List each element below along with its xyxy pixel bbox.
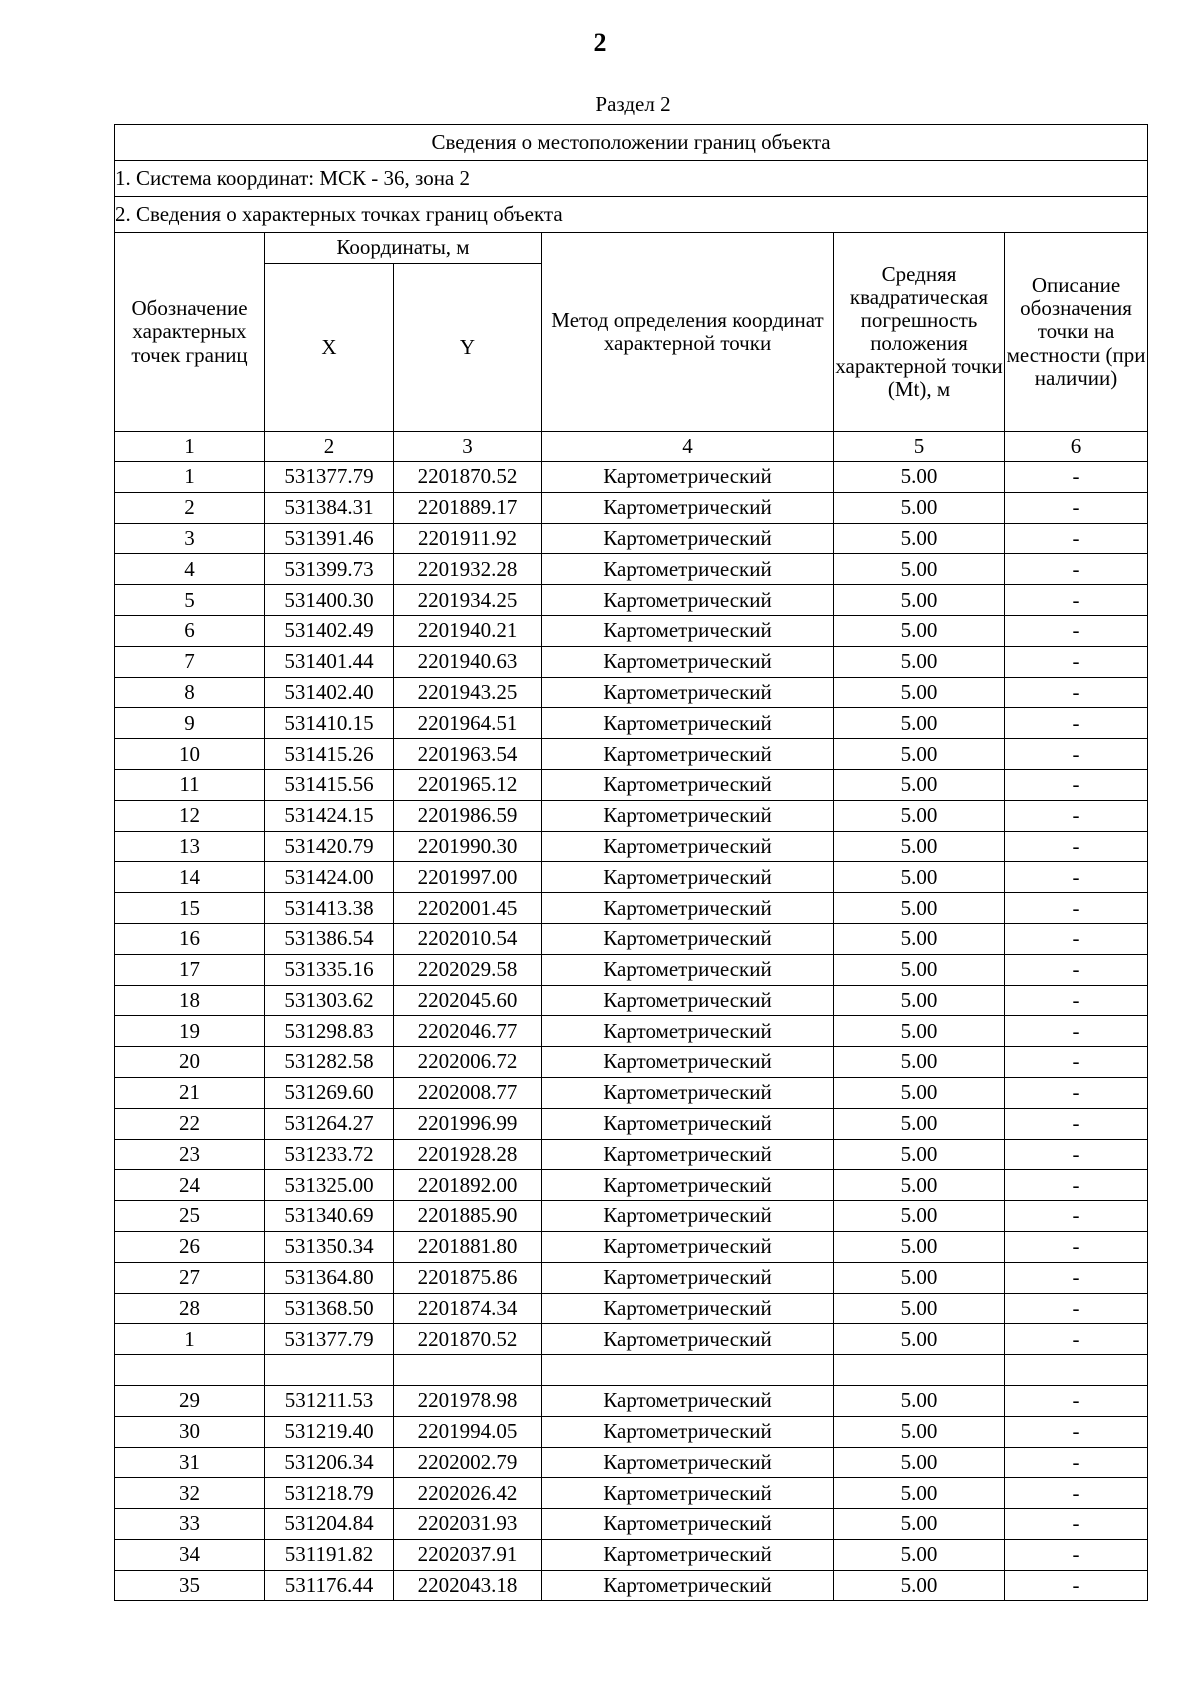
error-cell: 5.00 [834, 554, 1005, 585]
x-cell: 531420.79 [265, 831, 394, 862]
error-cell: 5.00 [834, 1447, 1005, 1478]
table-row [115, 554, 1148, 585]
error-cell: 5.00 [834, 1570, 1005, 1601]
description-cell: - [1005, 985, 1148, 1016]
x-cell: 531410.15 [265, 708, 394, 739]
method-cell: Картометрический [542, 831, 834, 862]
x-cell: 531402.49 [265, 615, 394, 646]
x-cell: 531391.46 [265, 523, 394, 554]
x-cell: 531401.44 [265, 646, 394, 677]
error-cell: 5.00 [834, 1416, 1005, 1447]
x-cell: 531191.82 [265, 1539, 394, 1570]
column-number: 4 [542, 432, 834, 462]
description-cell: - [1005, 1262, 1148, 1293]
description-cell: - [1005, 708, 1148, 739]
header-x: X [265, 264, 394, 432]
error-cell: 5.00 [834, 800, 1005, 831]
method-cell: Картометрический [542, 954, 834, 985]
method-cell: Картометрический [542, 800, 834, 831]
description-cell: - [1005, 893, 1148, 924]
point-number-cell: 20 [115, 1047, 265, 1078]
y-cell: 2201874.34 [394, 1293, 542, 1324]
x-cell: 531399.73 [265, 554, 394, 585]
description-cell: - [1005, 492, 1148, 523]
method-cell: Картометрический [542, 1293, 834, 1324]
point-number-cell: 19 [115, 1016, 265, 1047]
point-number-cell: 23 [115, 1139, 265, 1170]
table-row [115, 1570, 1148, 1601]
error-cell: 5.00 [834, 1509, 1005, 1540]
table-row [115, 893, 1148, 924]
x-cell: 531206.34 [265, 1447, 394, 1478]
table-row [115, 1077, 1148, 1108]
x-cell: 531298.83 [265, 1016, 394, 1047]
x-cell: 531350.34 [265, 1231, 394, 1262]
x-cell: 531368.50 [265, 1293, 394, 1324]
error-cell: 5.00 [834, 1139, 1005, 1170]
table-row [115, 800, 1148, 831]
header-y: Y [394, 264, 542, 432]
description-cell: - [1005, 739, 1148, 770]
x-cell: 531233.72 [265, 1139, 394, 1170]
method-cell: Картометрический [542, 677, 834, 708]
point-number-cell: 34 [115, 1539, 265, 1570]
y-cell: 2202031.93 [394, 1509, 542, 1540]
method-cell: Картометрический [542, 1016, 834, 1047]
x-cell: 531325.00 [265, 1170, 394, 1201]
point-number-cell: 5 [115, 585, 265, 616]
table-row [115, 739, 1148, 770]
header-method: Метод определения координат характерной точки [542, 233, 834, 432]
table-row [115, 1170, 1148, 1201]
y-cell: 2201934.25 [394, 585, 542, 616]
method-cell: Картометрический [542, 1077, 834, 1108]
method-cell: Картометрический [542, 739, 834, 770]
description-cell: - [1005, 923, 1148, 954]
error-cell: 5.00 [834, 1293, 1005, 1324]
y-cell: 2201996.99 [394, 1108, 542, 1139]
method-cell: Картометрический [542, 523, 834, 554]
description-cell: - [1005, 585, 1148, 616]
x-cell: 531176.44 [265, 1570, 394, 1601]
table-title: Сведения о местоположении границ объекта [115, 125, 1148, 161]
y-cell: 2201870.52 [394, 462, 542, 493]
description-cell: - [1005, 800, 1148, 831]
description-cell: - [1005, 1201, 1148, 1232]
error-cell: 5.00 [834, 1478, 1005, 1509]
x-cell: 531377.79 [265, 1324, 394, 1355]
error-cell: 5.00 [834, 923, 1005, 954]
table-row [115, 1324, 1148, 1355]
y-cell: 2202008.77 [394, 1077, 542, 1108]
table-row [115, 708, 1148, 739]
method-cell: Картометрический [542, 985, 834, 1016]
method-cell: Картометрический [542, 1324, 834, 1355]
error-cell: 5.00 [834, 954, 1005, 985]
error-cell: 5.00 [834, 492, 1005, 523]
method-cell: Картометрический [542, 646, 834, 677]
table-row [115, 492, 1148, 523]
point-number-cell: 6 [115, 615, 265, 646]
error-cell: 5.00 [834, 462, 1005, 493]
section-label: Раздел 2 [595, 92, 671, 116]
error-cell: 5.00 [834, 893, 1005, 924]
description-cell: - [1005, 862, 1148, 893]
point-number-cell: 27 [115, 1262, 265, 1293]
point-number-cell: 1 [115, 1324, 265, 1355]
point-number-cell: 2 [115, 492, 265, 523]
method-cell: Картометрический [542, 1047, 834, 1078]
table-row [115, 1385, 1148, 1416]
column-number: 5 [834, 432, 1005, 462]
error-cell: 5.00 [834, 831, 1005, 862]
y-cell: 2201892.00 [394, 1170, 542, 1201]
y-cell: 2202026.42 [394, 1478, 542, 1509]
boundary-points-table [114, 124, 1148, 1601]
point-number-cell: 14 [115, 862, 265, 893]
description-cell: - [1005, 462, 1148, 493]
column-number: 2 [265, 432, 394, 462]
error-cell: 5.00 [834, 1170, 1005, 1201]
x-cell: 531386.54 [265, 923, 394, 954]
description-cell: - [1005, 646, 1148, 677]
point-number-cell: 4 [115, 554, 265, 585]
description-cell: - [1005, 1416, 1148, 1447]
point-number-cell: 8 [115, 677, 265, 708]
x-cell: 531424.00 [265, 862, 394, 893]
table-row [115, 1262, 1148, 1293]
x-cell: 531204.84 [265, 1509, 394, 1540]
method-cell: Картометрический [542, 1570, 834, 1601]
header-description: Описание обозначения точки на местности (при наличии) [1005, 233, 1148, 432]
point-number-cell: 3 [115, 523, 265, 554]
method-cell: Картометрический [542, 1170, 834, 1201]
description-cell: - [1005, 1293, 1148, 1324]
method-cell: Картометрический [542, 708, 834, 739]
column-number: 3 [394, 432, 542, 462]
y-cell: 2202006.72 [394, 1047, 542, 1078]
points-body [115, 462, 1148, 1601]
point-number-cell: 1 [115, 462, 265, 493]
error-cell: 5.00 [834, 739, 1005, 770]
method-cell: Картометрический [542, 862, 834, 893]
description-cell: - [1005, 1139, 1148, 1170]
error-cell: 5.00 [834, 1047, 1005, 1078]
error-cell: 5.00 [834, 523, 1005, 554]
x-cell: 531364.80 [265, 1262, 394, 1293]
y-cell: 2202037.91 [394, 1539, 542, 1570]
table-row [115, 1416, 1148, 1447]
points-caption: 2. Сведения о характерных точках границ объекта [115, 197, 1148, 233]
error-cell: 5.00 [834, 1231, 1005, 1262]
point-number-cell: 30 [115, 1416, 265, 1447]
method-cell: Картометрический [542, 1231, 834, 1262]
x-cell: 531218.79 [265, 1478, 394, 1509]
point-number-cell: 17 [115, 954, 265, 985]
method-cell: Картометрический [542, 492, 834, 523]
method-cell: Картометрический [542, 1262, 834, 1293]
y-cell: 2201943.25 [394, 677, 542, 708]
method-cell: Картометрический [542, 1509, 834, 1540]
error-cell: 5.00 [834, 1385, 1005, 1416]
error-cell [834, 1355, 1005, 1386]
point-number-cell: 11 [115, 769, 265, 800]
table-row [115, 1231, 1148, 1262]
point-number-cell: 25 [115, 1201, 265, 1232]
table-row [115, 862, 1148, 893]
table-row [115, 1478, 1148, 1509]
error-cell: 5.00 [834, 769, 1005, 800]
point-number-cell: 31 [115, 1447, 265, 1478]
point-number-cell: 33 [115, 1509, 265, 1540]
description-cell: - [1005, 1108, 1148, 1139]
y-cell: 2202001.45 [394, 893, 542, 924]
description-cell: - [1005, 769, 1148, 800]
y-cell: 2201875.86 [394, 1262, 542, 1293]
y-cell: 2201932.28 [394, 554, 542, 585]
method-cell: Картометрический [542, 893, 834, 924]
error-cell: 5.00 [834, 677, 1005, 708]
y-cell: 2201994.05 [394, 1416, 542, 1447]
y-cell: 2202046.77 [394, 1016, 542, 1047]
description-cell: - [1005, 1170, 1148, 1201]
error-cell: 5.00 [834, 1539, 1005, 1570]
description-cell: - [1005, 1539, 1148, 1570]
error-cell: 5.00 [834, 862, 1005, 893]
x-cell: 531335.16 [265, 954, 394, 985]
point-number-cell: 15 [115, 893, 265, 924]
description-cell: - [1005, 1047, 1148, 1078]
table-row [115, 1293, 1148, 1324]
table-row [115, 677, 1148, 708]
error-cell: 5.00 [834, 1077, 1005, 1108]
point-number-cell: 10 [115, 739, 265, 770]
description-cell: - [1005, 1385, 1148, 1416]
error-cell: 5.00 [834, 708, 1005, 739]
point-number-cell: 29 [115, 1385, 265, 1416]
table-row [115, 1201, 1148, 1232]
error-cell: 5.00 [834, 1108, 1005, 1139]
point-number-cell: 32 [115, 1478, 265, 1509]
y-cell: 2201940.21 [394, 615, 542, 646]
x-cell: 531264.27 [265, 1108, 394, 1139]
description-cell: - [1005, 1324, 1148, 1355]
y-cell: 2201978.98 [394, 1385, 542, 1416]
page-number: 2 [593, 28, 607, 57]
method-cell: Картометрический [542, 585, 834, 616]
x-cell: 531415.56 [265, 769, 394, 800]
description-cell: - [1005, 677, 1148, 708]
description-cell: - [1005, 1570, 1148, 1601]
x-cell: 531340.69 [265, 1201, 394, 1232]
description-cell: - [1005, 954, 1148, 985]
y-cell: 2201940.63 [394, 646, 542, 677]
method-cell: Картометрический [542, 1385, 834, 1416]
y-cell: 2202045.60 [394, 985, 542, 1016]
point-number-cell: 21 [115, 1077, 265, 1108]
point-number-cell: 13 [115, 831, 265, 862]
method-cell: Картометрический [542, 1108, 834, 1139]
y-cell: 2201965.12 [394, 769, 542, 800]
x-cell: 531377.79 [265, 462, 394, 493]
y-cell: 2201885.90 [394, 1201, 542, 1232]
table-row [115, 646, 1148, 677]
table-row [115, 1016, 1148, 1047]
description-cell: - [1005, 1077, 1148, 1108]
description-cell: - [1005, 554, 1148, 585]
method-cell: Картометрический [542, 769, 834, 800]
description-cell: - [1005, 523, 1148, 554]
point-number-cell: 28 [115, 1293, 265, 1324]
method-cell: Картометрический [542, 1539, 834, 1570]
method-cell: Картометрический [542, 1201, 834, 1232]
method-cell: Картометрический [542, 923, 834, 954]
y-cell: 2202043.18 [394, 1570, 542, 1601]
table-row [115, 954, 1148, 985]
y-cell [394, 1355, 542, 1386]
description-cell: - [1005, 1509, 1148, 1540]
point-number-cell: 18 [115, 985, 265, 1016]
description-cell: - [1005, 1231, 1148, 1262]
error-cell: 5.00 [834, 615, 1005, 646]
table-row [115, 1047, 1148, 1078]
error-cell: 5.00 [834, 585, 1005, 616]
table-row [115, 585, 1148, 616]
point-number-cell: 9 [115, 708, 265, 739]
error-cell: 5.00 [834, 1201, 1005, 1232]
x-cell: 531269.60 [265, 1077, 394, 1108]
point-number-cell: 22 [115, 1108, 265, 1139]
error-cell: 5.00 [834, 1016, 1005, 1047]
x-cell: 531282.58 [265, 1047, 394, 1078]
y-cell: 2201911.92 [394, 523, 542, 554]
method-cell: Картометрический [542, 1416, 834, 1447]
table-row [115, 923, 1148, 954]
column-number: 1 [115, 432, 265, 462]
x-cell: 531415.26 [265, 739, 394, 770]
description-cell: - [1005, 1447, 1148, 1478]
method-cell [542, 1355, 834, 1386]
table-row [115, 615, 1148, 646]
table-row [115, 831, 1148, 862]
table-row [115, 1139, 1148, 1170]
method-cell: Картометрический [542, 554, 834, 585]
error-cell: 5.00 [834, 1262, 1005, 1293]
y-cell: 2201990.30 [394, 831, 542, 862]
table-row [115, 1355, 1148, 1386]
table-row [115, 462, 1148, 493]
table-row [115, 1447, 1148, 1478]
method-cell: Картометрический [542, 1447, 834, 1478]
error-cell: 5.00 [834, 1324, 1005, 1355]
point-number-cell: 35 [115, 1570, 265, 1601]
y-cell: 2201928.28 [394, 1139, 542, 1170]
table-row [115, 1539, 1148, 1570]
point-number-cell: 24 [115, 1170, 265, 1201]
table-row [115, 769, 1148, 800]
x-cell: 531424.15 [265, 800, 394, 831]
x-cell: 531303.62 [265, 985, 394, 1016]
point-number-cell [115, 1355, 265, 1386]
description-cell: - [1005, 831, 1148, 862]
x-cell: 531384.31 [265, 492, 394, 523]
x-cell: 531400.30 [265, 585, 394, 616]
x-cell: 531219.40 [265, 1416, 394, 1447]
y-cell: 2201986.59 [394, 800, 542, 831]
y-cell: 2201889.17 [394, 492, 542, 523]
method-cell: Картометрический [542, 615, 834, 646]
y-cell: 2201964.51 [394, 708, 542, 739]
header-error: Средняя квадратическая погрешность положения характерной точки (Mt), м [834, 233, 1005, 432]
y-cell: 2201963.54 [394, 739, 542, 770]
y-cell: 2201881.80 [394, 1231, 542, 1262]
point-number-cell: 7 [115, 646, 265, 677]
description-cell: - [1005, 615, 1148, 646]
table-row [115, 1509, 1148, 1540]
method-cell: Картометрический [542, 1478, 834, 1509]
point-number-cell: 12 [115, 800, 265, 831]
y-cell: 2201997.00 [394, 862, 542, 893]
description-cell: - [1005, 1478, 1148, 1509]
y-cell: 2202010.54 [394, 923, 542, 954]
x-cell: 531402.40 [265, 677, 394, 708]
y-cell: 2201870.52 [394, 1324, 542, 1355]
x-cell [265, 1355, 394, 1386]
y-cell: 2202002.79 [394, 1447, 542, 1478]
header-designation: Обозначение характерных точек границ [115, 233, 265, 432]
point-number-cell: 26 [115, 1231, 265, 1262]
method-cell: Картометрический [542, 462, 834, 493]
coordinate-system: 1. Система координат: МСК - 36, зона 2 [115, 161, 1148, 197]
column-number: 6 [1005, 432, 1148, 462]
error-cell: 5.00 [834, 646, 1005, 677]
description-cell [1005, 1355, 1148, 1386]
x-cell: 531413.38 [265, 893, 394, 924]
table-row [115, 523, 1148, 554]
y-cell: 2202029.58 [394, 954, 542, 985]
table-row [115, 1108, 1148, 1139]
method-cell: Картометрический [542, 1139, 834, 1170]
table-row [115, 985, 1148, 1016]
point-number-cell: 16 [115, 923, 265, 954]
header-coordinates: Координаты, м [265, 233, 542, 264]
x-cell: 531211.53 [265, 1385, 394, 1416]
error-cell: 5.00 [834, 985, 1005, 1016]
description-cell: - [1005, 1016, 1148, 1047]
